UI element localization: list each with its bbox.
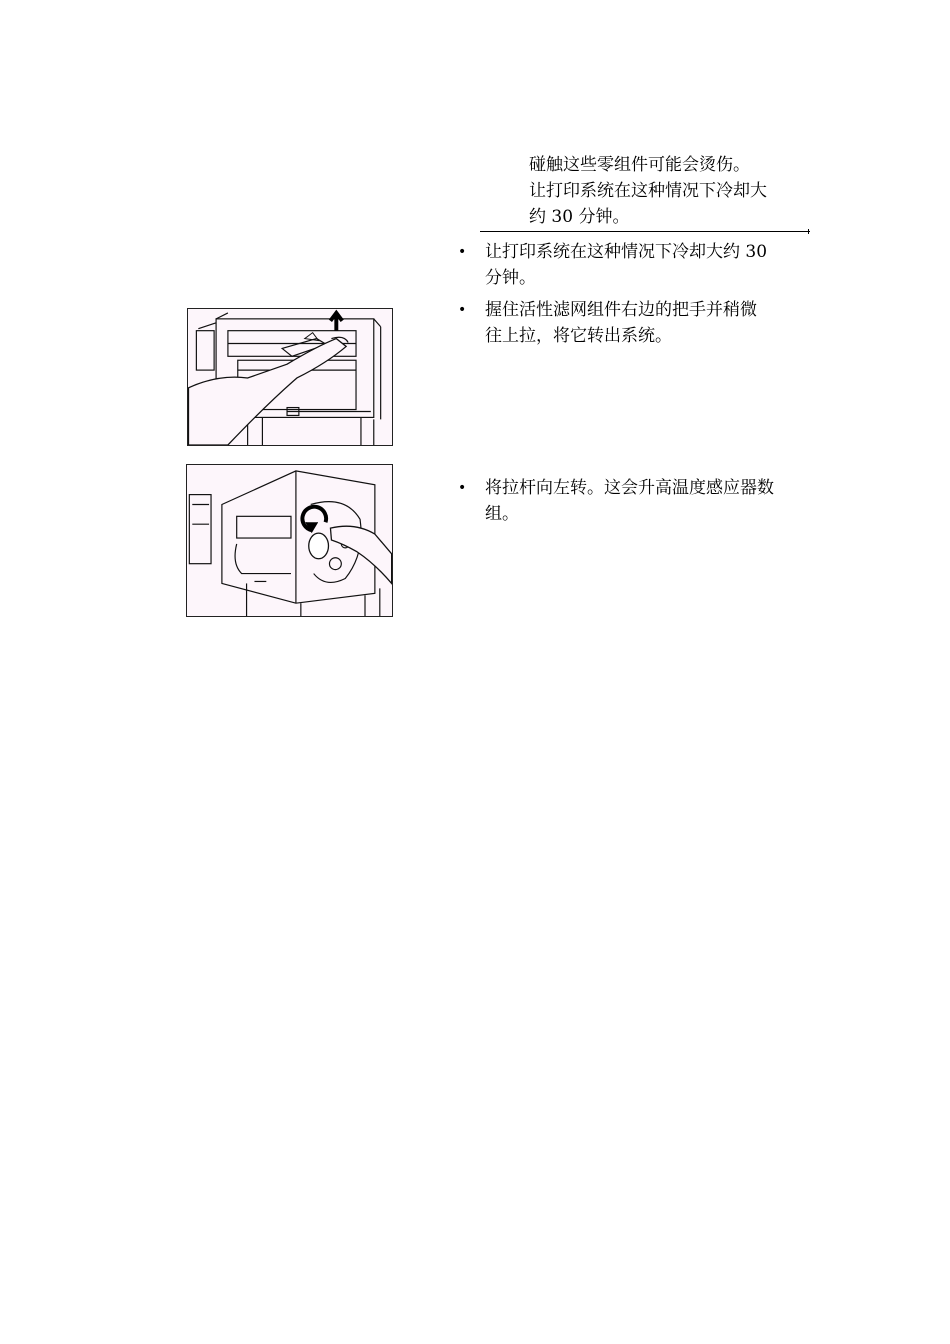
- bullet-icon: •: [458, 302, 467, 318]
- printer-filter-icon: [188, 309, 392, 445]
- note-divider-tick: [808, 229, 809, 234]
- note-line: 让打印系统在这种情况下冷却大: [529, 181, 767, 201]
- note-line: 碰触这些零组件可能会烫伤。: [529, 155, 750, 175]
- note-divider: [480, 231, 810, 232]
- note-line: 约 30 分钟。: [529, 207, 630, 227]
- caution-note: [529, 152, 819, 230]
- bullet-icon: •: [458, 244, 467, 260]
- step-text-line: 分钟。: [485, 268, 536, 288]
- filter-removal-illustration: [187, 308, 393, 446]
- step-text-line: 握住活性滤网组件右边的把手并稍微: [485, 300, 757, 320]
- step-text-line: 往上拉，将它转出系统。: [485, 326, 672, 346]
- lever-turn-illustration: [186, 464, 393, 617]
- step-text-line: 组。: [485, 504, 519, 524]
- step-cool-down: [458, 239, 818, 291]
- step-turn-lever: [458, 475, 818, 527]
- printer-lever-icon: [187, 465, 392, 616]
- step-pull-filter: [458, 297, 818, 349]
- bullet-icon: •: [458, 480, 467, 496]
- step-text-line: 让打印系统在这种情况下冷却大约 30: [485, 242, 768, 262]
- step-text-line: 将拉杆向左转。这会升高温度感应器数: [485, 478, 774, 498]
